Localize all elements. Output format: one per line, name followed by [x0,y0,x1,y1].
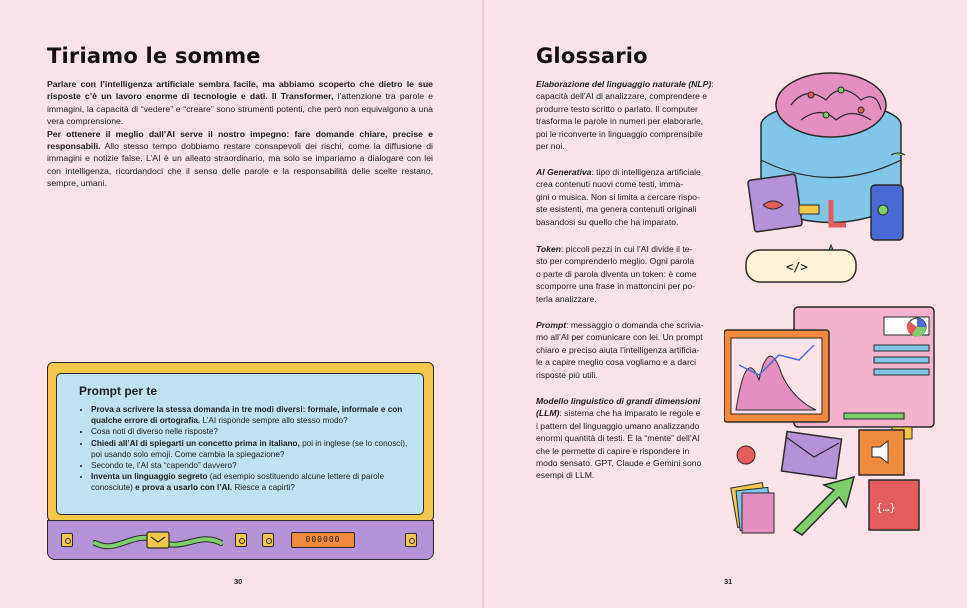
glossary-term: Elaborazione del linguaggio naturale (NLP) [536,79,712,89]
prompt-item [91,404,411,426]
glossary-line: enormi quantità di testi. È la “mente” dell’AI [536,433,700,444]
code-bubble-text: </> [786,260,808,274]
prompt-item-text: Riesce a capirti? [232,483,295,493]
glossary-term: Token [536,244,561,254]
glossary-line: terla analizzare. [536,293,597,304]
prompt-item [91,460,411,471]
cable-icon [93,525,223,555]
glossary-line: gini o musica. Non si limita a cercare rispo- [536,191,700,202]
files-icon [742,493,774,533]
glossary-term: AI Generativa [536,167,592,177]
prompt-item-text: L’AI risponde sempre allo stesso modo? [200,416,348,426]
glossary-line: ste esistenti, ma genera contenuti originali [536,204,697,215]
glossary-line: poi le riconverte in linguaggio comprensibile [536,128,703,139]
intro-p2-bold: Per ottenere il meglio dall’AI serve il nostro impegno: fare domande chiare, precise e responsabili. [47,128,433,152]
glossary-entry-llm [536,395,701,482]
prompt-item [91,426,411,437]
glossary-line: mo all’AI per comunicare con lei. Un prompt [536,332,703,343]
prompt-item-text: poi in inglese (se lo conosci), poi usando solo emoji. Come cambia la spiegazione? [91,438,408,459]
glossary-line: produrre testo scritto o parlato. Il computer [536,103,698,114]
lock-icon [235,533,247,547]
prompt-item [91,438,411,460]
glossary-line: : sistema che ha imparato le regole e [559,408,701,419]
glossary-line: : tipo di intelligenza artificiale [591,167,701,177]
glossary-line: sto per comprenderlo meglio. Ogni parola [536,256,695,267]
glossary-line: risposte più utili. [536,369,598,380]
glossary-line: : piccoli pezzi in cui l’AI divide il te- [561,244,693,254]
glossary-line: o parte di parola diventa un token: è come [536,268,697,279]
digital-counter: 000000 [291,532,355,548]
glossary-term: Modello linguistico di grandi dimensioni [536,396,701,406]
glossary-term: Prompt [536,320,567,330]
glossary-entry-generative-ai [536,166,701,228]
prompt-item-bold: Prova a scrivere la stessa domanda in tre modi diversi: formale, informale e con qualche errore di ortografia. [91,405,403,426]
glossary-line: i pattern del linguaggio umano analizzando [536,420,700,431]
prompt-item-bold: Chiedi all’AI di spiegarti un concetto prima in italiano, [91,438,300,448]
intro-p1-bold: Parlare con l’intelligenza artificiale sembra facile, ma abbiamo scoperto che dietro le sue risposte c’è un lavoro enorme di tecnologie e dati. Il Transformer, [47,79,433,102]
left-page-title: Tiriamo le somme [47,44,261,68]
brain-machine-illustration [731,65,921,285]
glossary-line: che le permette di capire e rispondere in [536,445,690,456]
prompt-item [91,471,411,493]
glossary-line: trasforma le parole in numeri per elaborarle, [536,116,704,127]
machine-base [47,520,434,560]
glossary-line: chiaro e preciso aiuta l’intelligenza artificia- [536,344,700,355]
glossary-line: per noi. [536,141,565,152]
prompt-list [79,404,411,494]
glossary-line: esempi di LLM. [536,470,595,481]
left-page [0,0,483,608]
cursor-arrow-icon [794,477,854,535]
glossary-line: basandosi su quello che ha imparato. [536,216,679,227]
lock-icon [262,533,274,547]
data-illustration [724,305,939,537]
intro-text [47,78,433,190]
intro-p2-rest: Allo stesso tempo dobbiamo restare consapevoli dei rischi, come la diffusione di immagini e notizie false. L’AI è un alleato straordinario, ma solo se impariamo a dialogare con lei con intelligenza, ricordandoci che il senso delle parole e la responsabilità delle scelte restano, sempre, umani. [47,141,433,189]
glossary-entry-token [536,243,697,305]
page-number: 30 [234,577,243,586]
right-page-title: Glossario [536,44,648,68]
prompt-item-text: (ad esempio sostituendo alcune lettere di parole conosciute) [91,472,385,493]
glossary-line: le a capire meglio cosa vogliamo e a darci [536,357,697,368]
prompt-title: Prompt per te [79,384,158,398]
prompt-screen [56,373,424,515]
prompt-box [47,362,434,562]
glossary-line: modo sensato. GPT, Claude e Gemini sono [536,458,702,469]
svg-text:{…}: {…} [876,501,896,514]
glossary-line: crea contenuti nuovi come testi, imma- [536,179,684,190]
page-number: 31 [724,577,733,586]
intro-paragraph-1 [47,78,433,128]
glossary-entry-prompt [536,319,704,381]
prompt-item-bold: e prova a usarlo con l’AI. [135,483,233,493]
glossary-line: capacità dell’AI di analizzare, comprendere e [536,91,708,102]
glossary-line: : messaggio o domanda che scrivia- [566,320,704,330]
glossary-term: (LLM) [536,408,560,419]
prompt-item-bold: Inventa un linguaggio segreto [91,472,208,482]
prompt-item-text: Cosa noti di diverso nelle risposte? [91,427,218,437]
intro-p1-rest: l’attenzione tra parole e immagini, la capacità di “vedere” e “creare” sono strumenti potenti, che però non equivalgono a una vera comprensione. [47,91,433,127]
intro-paragraph-2 [47,128,433,190]
prompt-frame [47,362,434,522]
prompt-item-text: Secondo te, l’AI sta “capendo” davvero? [91,461,237,471]
lock-icon [405,533,417,547]
lock-icon [61,533,73,547]
glossary-line: scomporre una frase in mattoncini per po- [536,281,696,292]
glossary-entry-nlp: Elaborazione del linguaggio naturale (NLP): capacità dell’AI di analizzare, comprendere e produrre testo scritto o parlato. Il computer trasforma le parole in numeri per elaborarle, poi le riconverte in linguaggio comprensibile per noi. [536,79,714,152]
right-page [484,0,967,608]
brain-icon [776,73,886,137]
